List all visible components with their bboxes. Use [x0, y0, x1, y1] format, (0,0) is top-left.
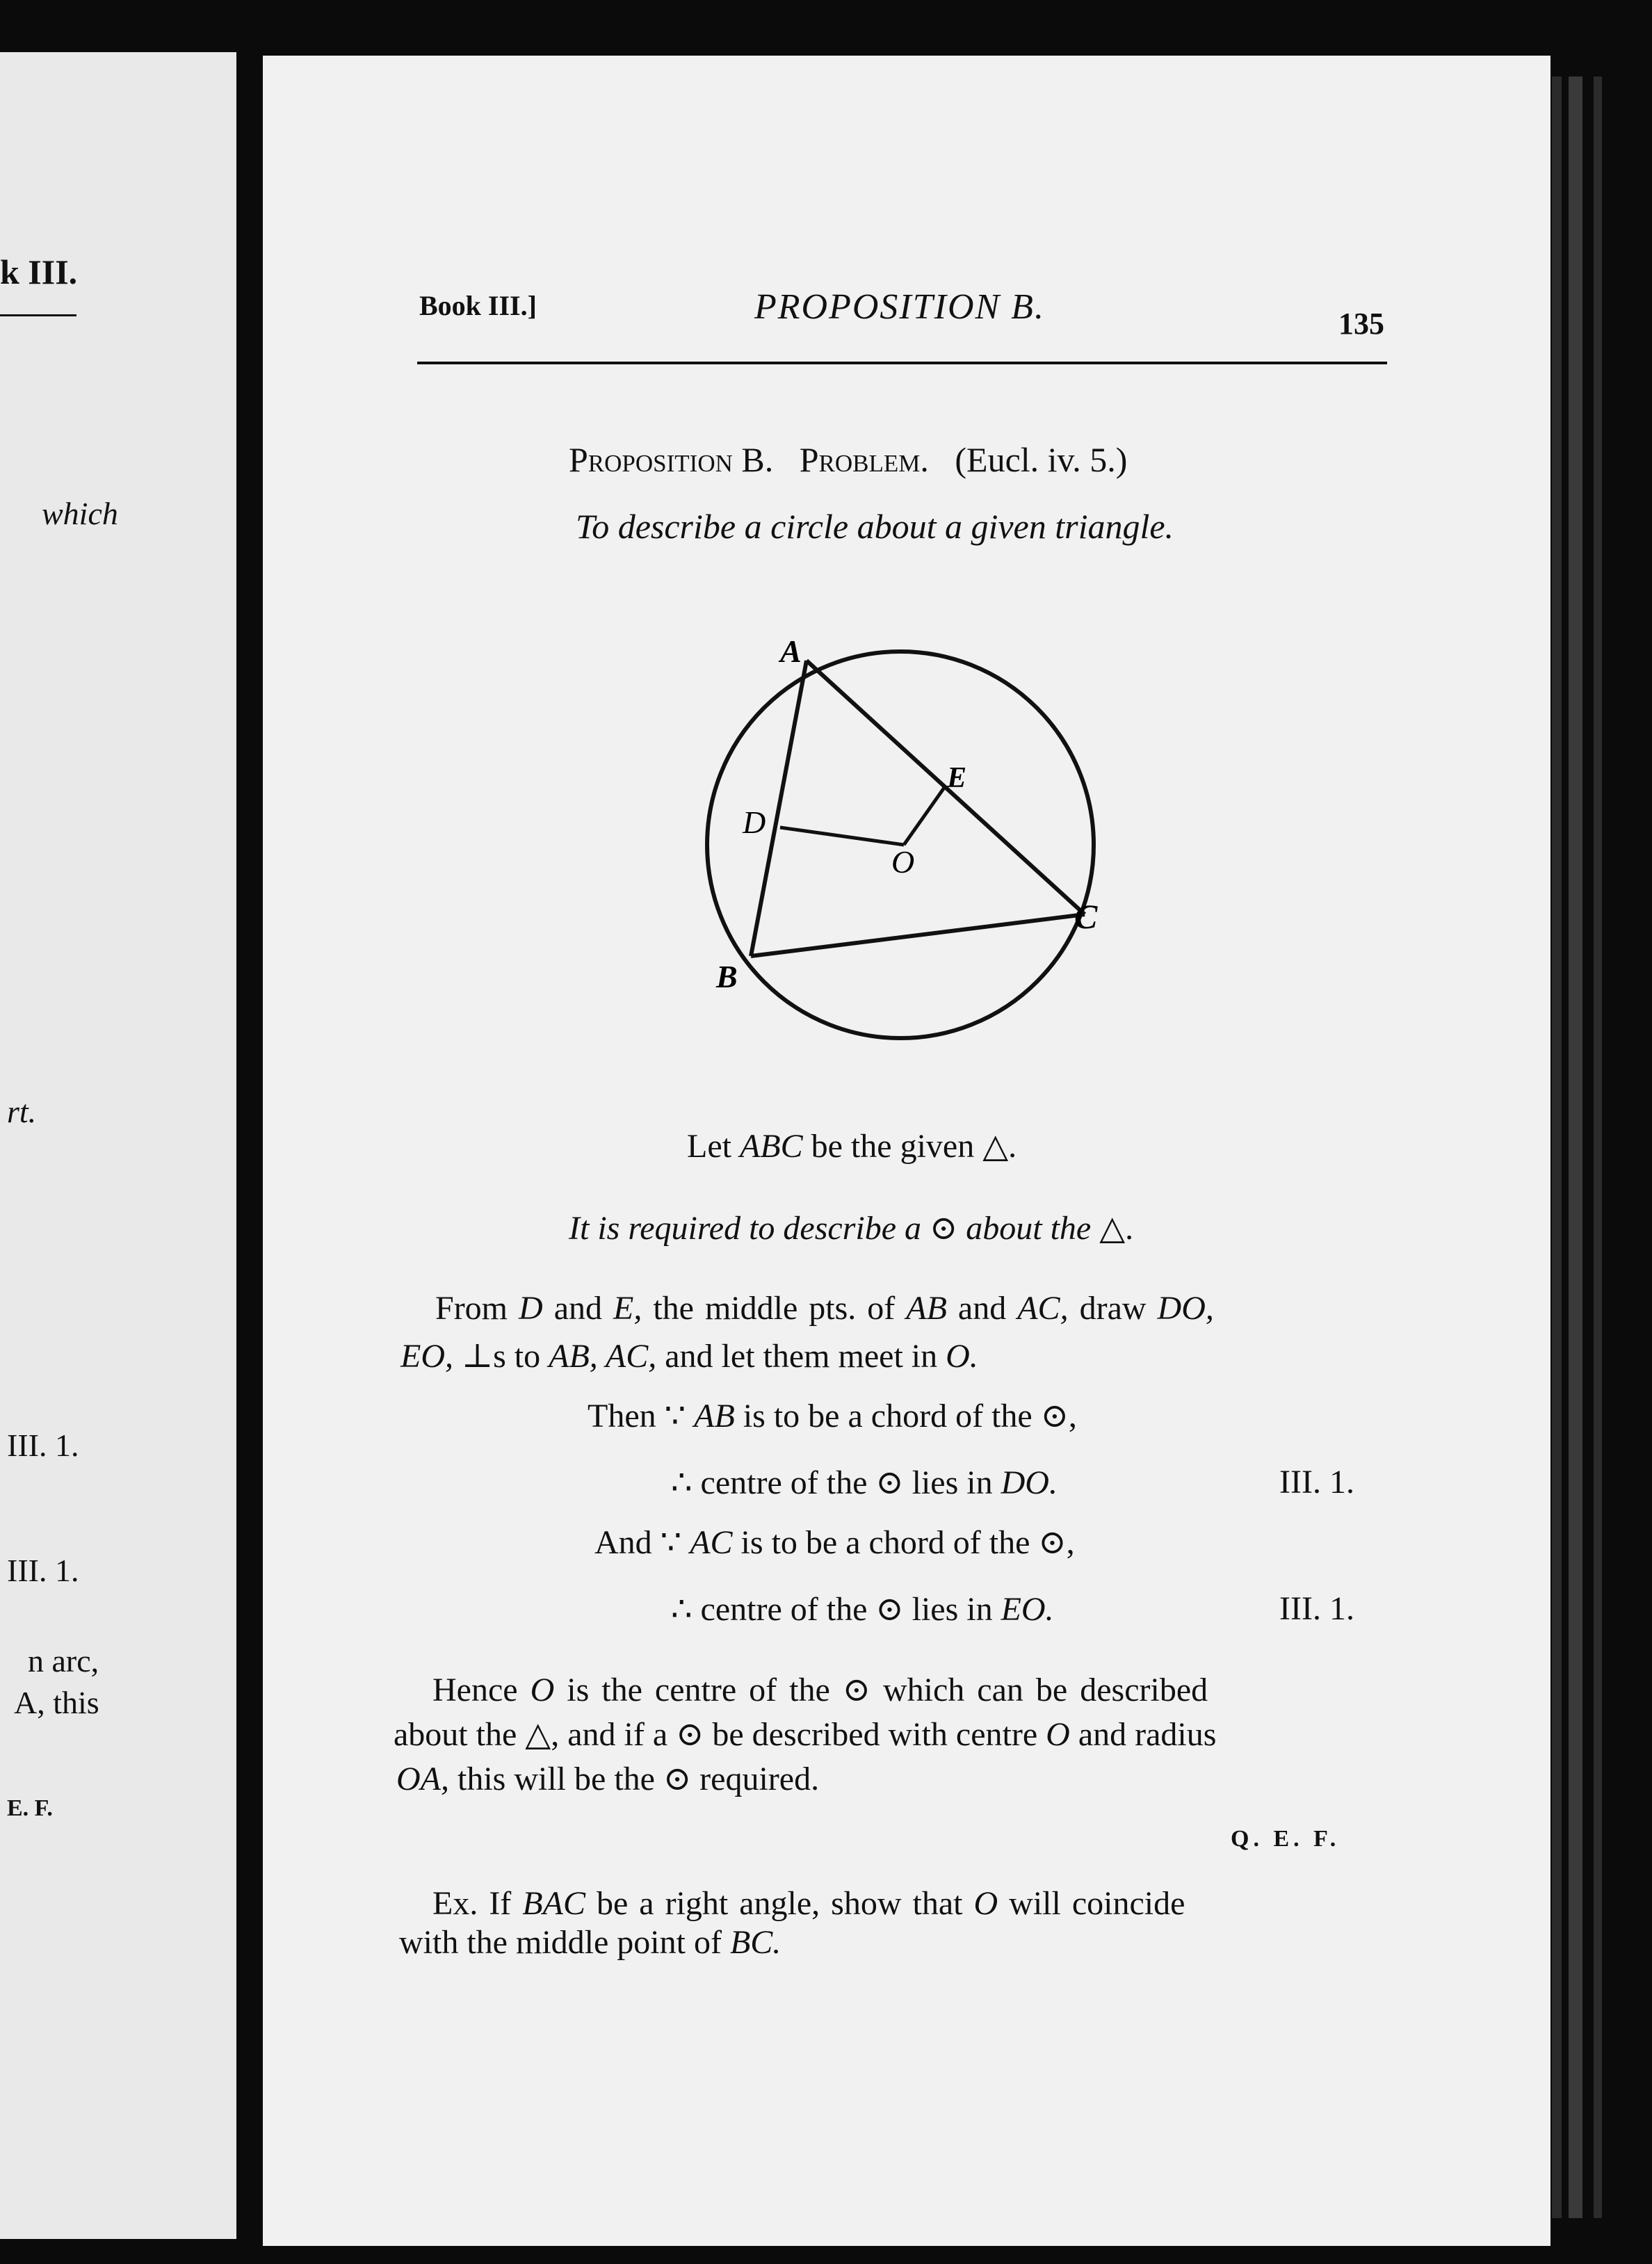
text-run: BAC [522, 1885, 585, 1922]
construction-line-2 [400, 1336, 978, 1375]
text-run: is to be a chord of the ⊙, [743, 1398, 1077, 1434]
text-run: about the △, and if a ⊙ be described with centre [394, 1716, 1038, 1753]
construction-line-1 [435, 1289, 1214, 1327]
proposition-label: Proposition B. [569, 440, 774, 479]
page-edge [1594, 76, 1602, 2218]
text-run: O. [946, 1338, 978, 1375]
text-run: will coincide [1009, 1885, 1185, 1922]
text-run: AB, AC, [549, 1338, 657, 1375]
text-run: OA, [396, 1761, 449, 1797]
exercise-line-1 [432, 1884, 1185, 1923]
point-c-label: C [1074, 897, 1098, 936]
text-run: Hence [432, 1672, 518, 1708]
point-a-label: A [780, 633, 802, 669]
text-run: and radius [1078, 1716, 1217, 1753]
left-fragment-4: III. 1. [7, 1553, 79, 1588]
left-fragment-3: III. 1. [7, 1428, 79, 1463]
left-fragment-6: A, this [14, 1685, 99, 1720]
text-run: EO, [400, 1338, 453, 1375]
text-run: ⊥s to [461, 1338, 541, 1375]
text-run: about the [966, 1210, 1092, 1247]
text-run: DO, [1157, 1290, 1214, 1327]
text-run: Let [687, 1128, 731, 1165]
left-header-rule [0, 314, 76, 316]
enunciation: To describe a circle about a given triangle. [576, 507, 1174, 546]
text-run: From [435, 1290, 508, 1327]
page-edge [1552, 76, 1562, 2218]
text-run: AB [906, 1290, 947, 1327]
text-run: ∴ centre of the ⊙ lies in [671, 1464, 993, 1501]
text-run: and let them meet in [665, 1338, 938, 1375]
text-run: be a right angle, show that [596, 1885, 963, 1922]
triangle-symbol: △. [1099, 1210, 1134, 1247]
point-b-label: B [716, 959, 738, 994]
text-run: ∴ centre of the ⊙ lies in [671, 1591, 993, 1628]
text-run: BC. [729, 1924, 782, 1961]
left-fragment-2: rt. [7, 1094, 37, 1129]
qef-mark: Q. E. F. [1231, 1826, 1341, 1852]
left-page-header: k III. [0, 252, 78, 291]
point-d-label: D [743, 804, 766, 840]
citation-step-4: III. 1. [1279, 1590, 1354, 1627]
proof-step-3 [594, 1523, 1075, 1562]
left-fragment-5: n arc, [28, 1643, 99, 1679]
text-run: DO. [1001, 1464, 1058, 1501]
conclusion-line-2 [394, 1715, 1216, 1754]
text-run: the middle pts. of [653, 1290, 896, 1327]
proposition-kind: Problem. [799, 440, 929, 479]
text-run: AC, [1017, 1290, 1069, 1327]
side-bc [751, 914, 1085, 956]
text-run: AB [694, 1398, 735, 1434]
text-run: Ex. If [432, 1885, 512, 1922]
proof-step-1 [588, 1396, 1077, 1435]
perpendicular-eo [904, 786, 946, 845]
page-number: 135 [1338, 307, 1384, 341]
text-run: Then ∵ [588, 1398, 686, 1434]
text-run: It is required to describe a [569, 1210, 922, 1247]
text-run: E, [613, 1290, 642, 1327]
left-fragment-7: E. F. [7, 1795, 53, 1821]
text-run: and [957, 1290, 1007, 1327]
text-run: △. [982, 1128, 1017, 1165]
text-run: And ∵ [594, 1524, 682, 1561]
text-run: is to be a chord of the ⊙, [740, 1524, 1075, 1561]
circle-symbol: ⊙ [930, 1210, 958, 1247]
text-run: EO. [1001, 1591, 1054, 1628]
text-run: AC [690, 1524, 733, 1561]
exercise-line-2 [399, 1923, 781, 1962]
running-header-title: PROPOSITION B. [754, 287, 1045, 327]
perpendicular-do [780, 827, 904, 845]
conclusion-line-1 [432, 1670, 1208, 1709]
text-run: O [530, 1672, 555, 1708]
text-run: be the given [811, 1128, 975, 1165]
page-edge [1569, 76, 1582, 2218]
text-run: this will be the ⊙ required. [457, 1761, 820, 1797]
citation-step-2: III. 1. [1279, 1464, 1354, 1501]
text-run: with the middle point of [399, 1924, 722, 1961]
text-run: is the centre of the ⊙ which can be described [567, 1672, 1208, 1708]
left-fragment-1: which [42, 496, 118, 531]
conclusion-line-3 [396, 1759, 819, 1798]
point-o-label: O [891, 844, 915, 880]
text-run: ABC [739, 1128, 803, 1165]
left-facing-page [0, 52, 236, 2239]
running-header-book: Book III.] [419, 290, 537, 321]
required-line [569, 1208, 1133, 1247]
text-run: and [553, 1290, 602, 1327]
text-run: draw [1079, 1290, 1147, 1327]
text-run: O [1046, 1716, 1070, 1753]
text-run: D [519, 1290, 543, 1327]
proof-step-2 [671, 1463, 1058, 1502]
proposition-heading [569, 439, 1127, 480]
header-rule [417, 362, 1387, 364]
euclid-reference: (Eucl. iv. 5.) [955, 440, 1128, 479]
proof-step-4 [671, 1590, 1054, 1628]
text-run: O [973, 1885, 998, 1922]
circumscribed-circle-figure [695, 626, 1140, 1057]
setting-line [687, 1126, 1017, 1165]
point-e-label: E [947, 762, 967, 794]
